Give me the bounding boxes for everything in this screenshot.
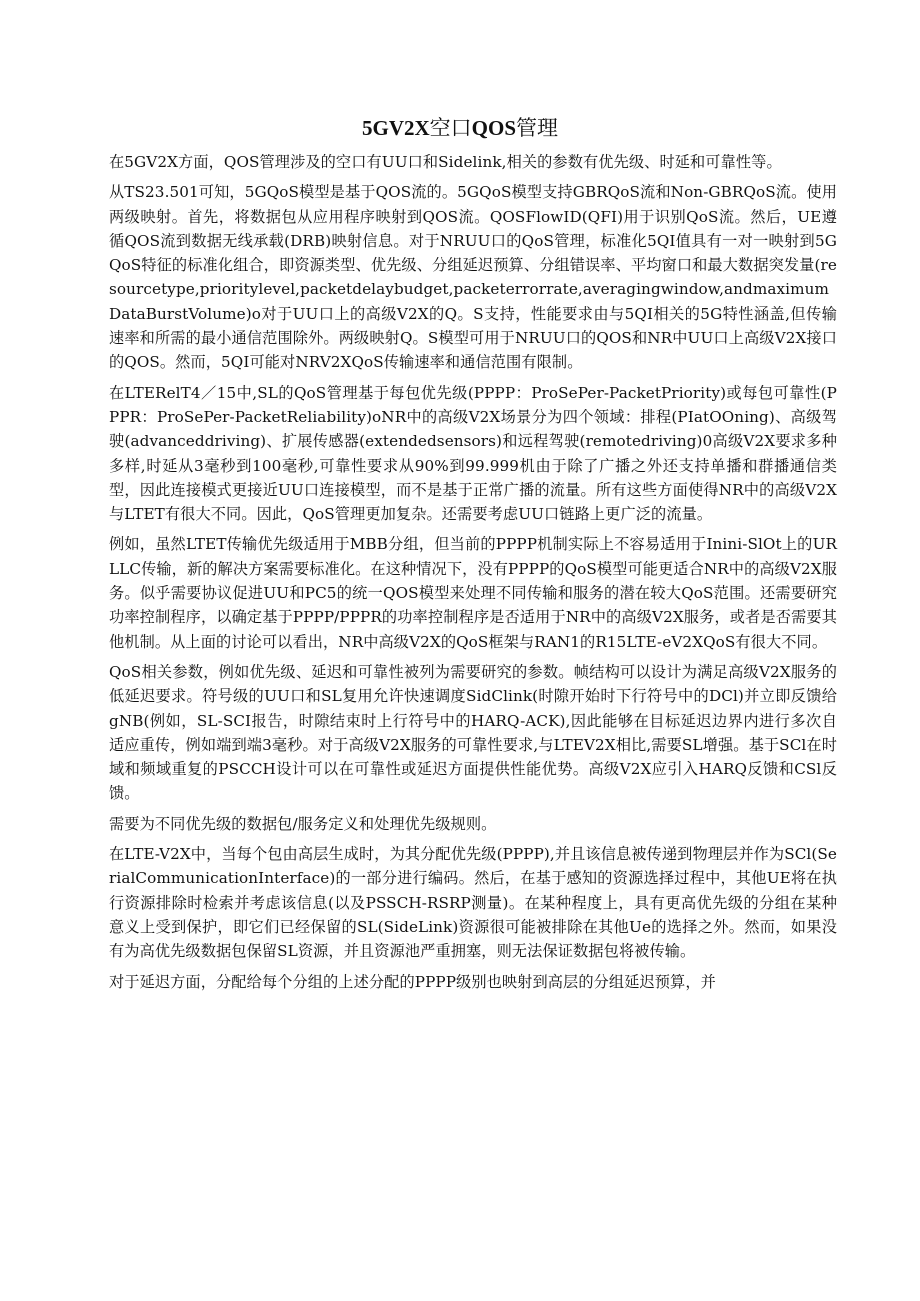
paragraph-lte-v2x: 在LTE-V2X中，当每个包由高层生成时，为其分配优先级(PPPP),并且该信息被传递到物理层并作为SCl(SerialCommunicationInterface)的一部分进行编码。然后，在基于感知的资源选择过程中，其他UE将在执行资源排除时检索并考虑该信息(以及PSSCH-RSRP测量)。在某种程度上，具有更高优先级的分组在某种意义上受到保护，即它们已经保留的SL(SideLink)资源很可能被排除在其他Ue的选择之外。然而，如果没有为高优先级数据包保留SL资源，并且资源池严重拥塞，则无法保证数据包将被传输。 (109, 845, 837, 961)
title-part-kongkou: 空口 (429, 116, 472, 140)
title-part-5gv2x: 5GV2X (361, 116, 430, 140)
title-part-guanli: 管理 (516, 116, 559, 140)
paragraph-intro: 在5GV2X方面，QOS管理涉及的空口有UU口和Sidelink,相关的参数有优先级、时延和可靠性等。 (109, 153, 782, 171)
paragraph-5gqos-model: 从TS23.501可知，5GQoS模型是基于QOS流的。5GQoS模型支持GBRQoS流和Non-GBRQoS流。使用两级映射。首先，将数据包从应用程序映射到QOS流。QOSFlowID(QFI)用于识别QoS流。然后，UE遵循QOS流到数据无线承载(DRB)映射信息。对于NRUU口的QoS管理，标准化5QI值具有一对一映射到5GQoS特征的标准化组合，即资源类型、优先级、分组延迟预算、分组错误率、平均窗口和最大数据突发量(resourcetype,prioritylevel,packetdelaybudget,packeterrorrate,averagingwindow,andmaximumDataBurstVolume)o对于UU口上的高级V2X的Q。S支持，性能要求由与5QI相关的5G特性涵盖,但传输速率和所需的最小通信范围除外。两级映射Q。S模型可用于NRUU口的QOS和NR中UU口上高级V2X接口的QOS。然而，5QI可能对NRV2XQoS传输速率和通信范围有限制。 (109, 183, 837, 372)
title-part-qos: QOS (471, 116, 517, 140)
document-body (109, 150, 837, 1000)
paragraph-latency: 对于延迟方面，分配给每个分组的上述分配的PPPP级别也映射到高层的分组延迟预算，并 (109, 972, 716, 991)
paragraph-lte-rel14: 在LTERelT4／15中,SL的QoS管理基于每包优先级(PPPP：ProSePer-PacketPriority)或每包可靠性(PPPR：ProSePer-PacketReliability)oNR中的高级V2X场景分为四个领域：排程(PIatOOning)、高级驾驶(advanceddriving)、扩展传感器(extendedsensors)和远程驾驶(remotedriving)0高级V2X要求多种多样,时延从3毫秒到100毫秒,可靠性要求从90%到99.999机由于除了广播之外还支持单播和群播通信类型，因此连接模式更接近UU口连接模型，而不是基于正常广播的流量。所有这些方面使得NR中的高级V2X与LTET有很大不同。因此，QoS管理更加复杂。还需要考虑UU口链路上更广泛的流量。 (109, 383, 837, 524)
page-title (0, 113, 920, 143)
paragraph-example: 例如，虽然LTET传输优先级适用于MBB分组，但当前的PPPP机制实际上不容易适用于Inini-SlOt上的URLLC传输，新的解决方案需要标准化。在这种情况下，没有PPPP的QoS模型可能更适合NR中的高级V2X服务。似乎需要协议促进UU和PC5的统一QOS模型来处理不同传输和服务的潜在较大QoS范围。还需要研究功率控制程序，以确定基于PPPP/PPPR的功率控制程序是否适用于NR中的高级V2X服务，或者是否需要其他机制。从上面的讨论可以看出，NR中高级V2X的QoS框架与RAN1的R15LTE-eV2XQoS有很大不同。 (109, 535, 837, 651)
paragraph-priority-rules: 需要为不同优先级的数据包/服务定义和处理优先级规则。 (109, 814, 497, 833)
paragraph-qos-parameters: QoS相关参数，例如优先级、延迟和可靠性被列为需要研究的参数。帧结构可以设计为满足高级V2X服务的低延迟要求。符号级的UU口和SL复用允许快速调度SidClink(时隙开始时下行符号中的DCl)并立即反馈给gNB(例如，SL-SCI报告，时隙结束时上行符号中的HARQ-ACK),因此能够在目标延迟边界内进行多次自适应重传，例如端到端3毫秒。对于高级V2X服务的可靠性要求,与LTEV2X相比,需要SL增强。基于SCl在时域和频域重复的PSCCH设计可以在可靠性或延迟方面提供性能优势。高级V2X应引入HARQ反馈和CSl反馈。 (109, 662, 837, 803)
